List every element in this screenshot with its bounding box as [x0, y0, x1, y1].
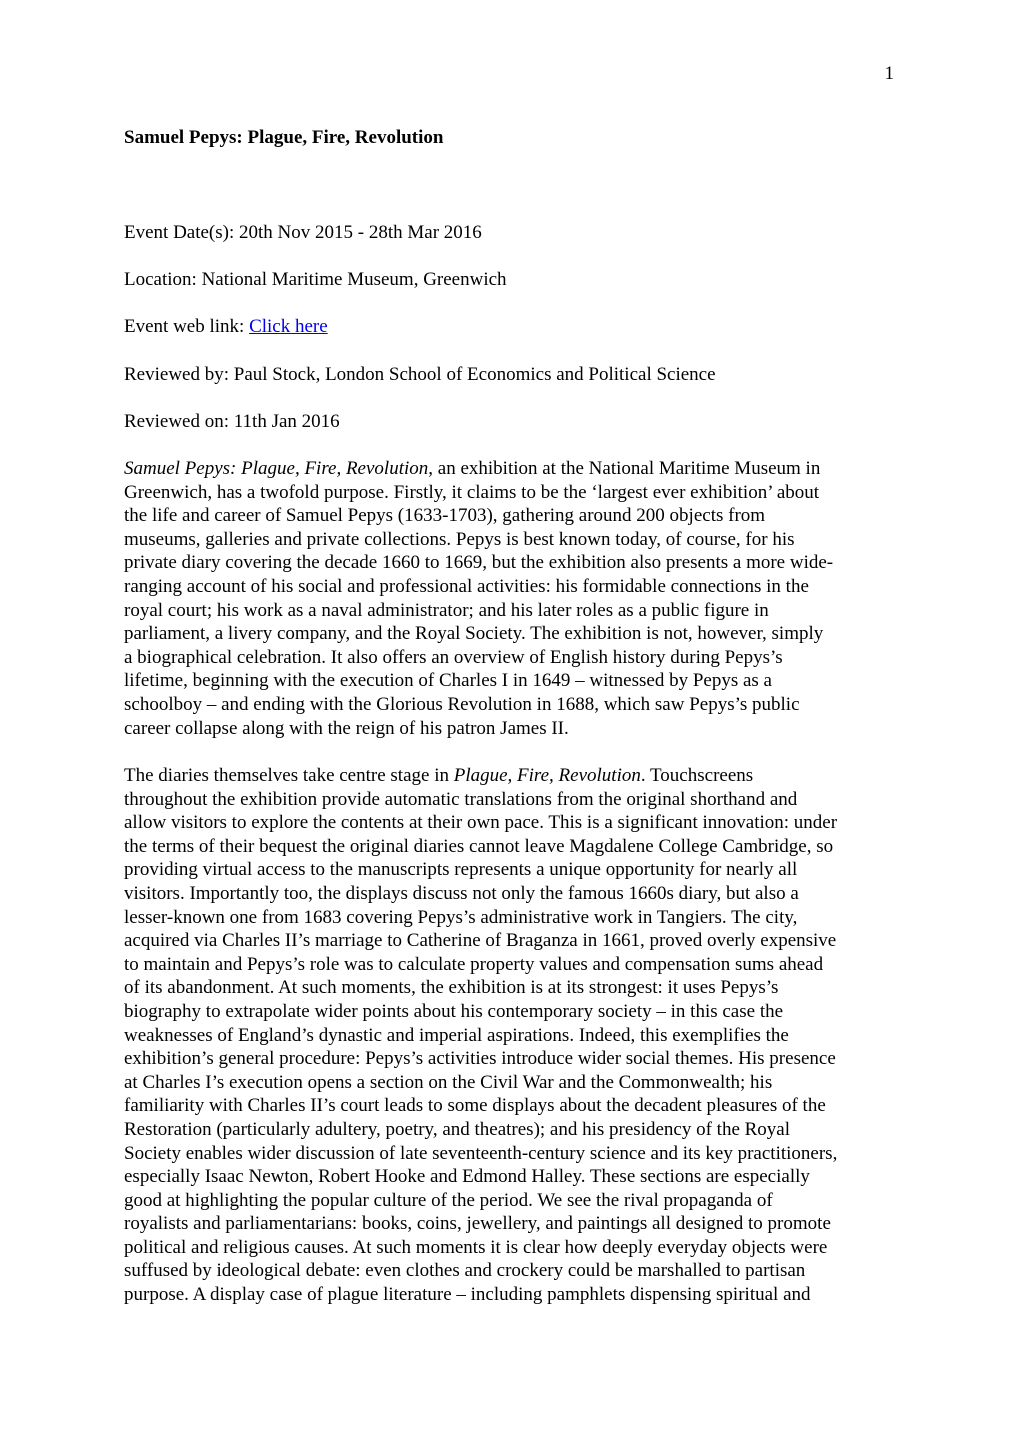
paragraph-2-line: acquired via Charles II’s marriage to Catherine of Braganza in 1661, proved overly expensive: [124, 930, 837, 952]
paragraph-2-line: of its abandonment. At such moments, the exhibition is at its strongest: it uses Pepys’s: [124, 977, 779, 999]
paragraph-1-line: Greenwich, has a twofold purpose. Firstly, it claims to be the ‘largest ever exhibition’ about: [124, 481, 820, 503]
paragraph-2-line: visitors. Importantly too, the displays discuss not only the famous 1660s diary, but also a: [124, 882, 799, 904]
paragraph-2-line: allow visitors to explore the contents at their own pace. This is a significant innovation: under: [124, 812, 838, 834]
paragraph-1-line: schoolboy – and ending with the Glorious Revolution in 1688, which saw Pepys’s public: [124, 693, 800, 715]
reviewed-on: [124, 410, 340, 434]
event-dates-value: 20th Nov 2015 - 28th Mar 2016: [239, 222, 482, 243]
paragraph-2-line: exhibition’s general procedure: Pepys’s activities introduce wider social themes. His presence: [124, 1048, 836, 1070]
paragraph-2-line: royalists and parliamentarians: books, coins, jewellery, and paintings all designed to promote: [124, 1213, 831, 1235]
paragraph-2-line: suffused by ideological debate: even clothes and crockery could be marshalled to partisan: [124, 1260, 806, 1282]
paragraph-1-line: private diary covering the decade 1660 to 1669, but the exhibition also presents a more wide-: [124, 552, 834, 574]
location: [124, 268, 507, 292]
event-web-link: [124, 315, 328, 339]
page-title: Samuel Pepys: Plague, Fire, Revolution: [124, 127, 444, 148]
web-link-label: Event web link:: [124, 316, 250, 337]
click-here-link[interactable]: Click here: [249, 316, 328, 337]
event-dates-label: Event Date(s):: [124, 222, 240, 243]
reviewed-on-label: Reviewed on:: [124, 411, 234, 432]
exhibition-short-title-italic: Plague, Fire, Revolution: [453, 765, 641, 786]
paragraph-2-line: biography to extrapolate wider points about his contemporary society – in this case the: [124, 1000, 784, 1022]
exhibition-title-italic: Samuel Pepys: Plague, Fire, Revolution: [124, 458, 429, 479]
paragraph-2-line: especially Isaac Newton, Robert Hooke and Edmond Halley. These sections are especially: [124, 1166, 810, 1188]
paragraph-1-line: royal court; his work as a naval administrator; and his later roles as a public figure in: [124, 599, 769, 621]
paragraph-2: [124, 764, 900, 1307]
paragraph-2-line: The diaries themselves take centre stage in Plague, Fire, Revolution. Touchscreens: [124, 765, 754, 786]
paragraph-2-line: Society enables wider discussion of late seventeenth-century science and its key practitioners,: [124, 1142, 838, 1164]
paragraph-2-line: familiarity with Charles II’s court leads to some displays about the decadent pleasures of the: [124, 1095, 826, 1117]
paragraph-1-line: a biographical celebration. It also offers an overview of English history during Pepys’s: [124, 646, 783, 668]
paragraph-1-line: the life and career of Samuel Pepys (1633-1703), gathering around 200 objects from: [124, 505, 766, 527]
reviewed-by-label: Reviewed by:: [124, 364, 234, 385]
location-value: National Maritime Museum, Greenwich: [201, 269, 507, 290]
reviewed-on-value: 11th Jan 2016: [233, 411, 340, 432]
reviewed-by-value: Paul Stock, London School of Economics and Political Science: [233, 364, 716, 385]
paragraph-1-line: parliament, a livery company, and the Royal Society. The exhibition is not, however, simply: [124, 623, 824, 645]
paragraph-1-line: lifetime, beginning with the execution of Charles I in 1649 – witnessed by Pepys as a: [124, 670, 772, 692]
paragraph-2-line: lesser-known one from 1683 covering Pepys’s administrative work in Tangiers. The city,: [124, 906, 798, 928]
paragraph-2-line: at Charles I’s execution opens a section on the Civil War and the Commonwealth; his: [124, 1071, 773, 1093]
paragraph-1-line: Samuel Pepys: Plague, Fire, Revolution, an exhibition at the National Maritime Museum in: [124, 458, 821, 479]
paragraph-1-line: career collapse along with the reign of his patron James II.: [124, 717, 569, 739]
paragraph-2-line: political and religious causes. At such moments it is clear how deeply everyday objects were: [124, 1236, 828, 1258]
paragraph-2-line: good at highlighting the popular culture of the period. We see the rival propaganda of: [124, 1189, 773, 1211]
event-dates: [124, 221, 482, 245]
location-label: Location:: [124, 269, 202, 290]
paragraph-2-line: Restoration (particularly adultery, poetry, and theatres); and his presidency of the Royal: [124, 1118, 791, 1140]
paragraph-2-line: the terms of their bequest the original diaries cannot leave Magdalene College Cambridge, so: [124, 835, 834, 857]
paragraph-2-line: providing virtual access to the manuscripts represents a unique opportunity for nearly all: [124, 859, 798, 881]
reviewed-by: [124, 363, 716, 387]
paragraph-1-line: museums, galleries and private collections. Pepys is best known today, of course, for his: [124, 528, 795, 550]
paragraph-2-line: weaknesses of England’s dynastic and imperial aspirations. Indeed, this exemplifies the: [124, 1024, 789, 1046]
paragraph-1: [124, 457, 900, 740]
page-number: 1: [884, 63, 894, 84]
paragraph-1-line: ranging account of his social and professional activities: his formidable connections in the: [124, 575, 809, 597]
paragraph-2-line: to maintain and Pepys’s role was to calculate property values and compensation sums ahead: [124, 953, 824, 975]
paragraph-2-line: purpose. A display case of plague literature – including pamphlets dispensing spiritual and: [124, 1284, 811, 1306]
paragraph-2-line: throughout the exhibition provide automatic translations from the original shorthand and: [124, 788, 798, 810]
